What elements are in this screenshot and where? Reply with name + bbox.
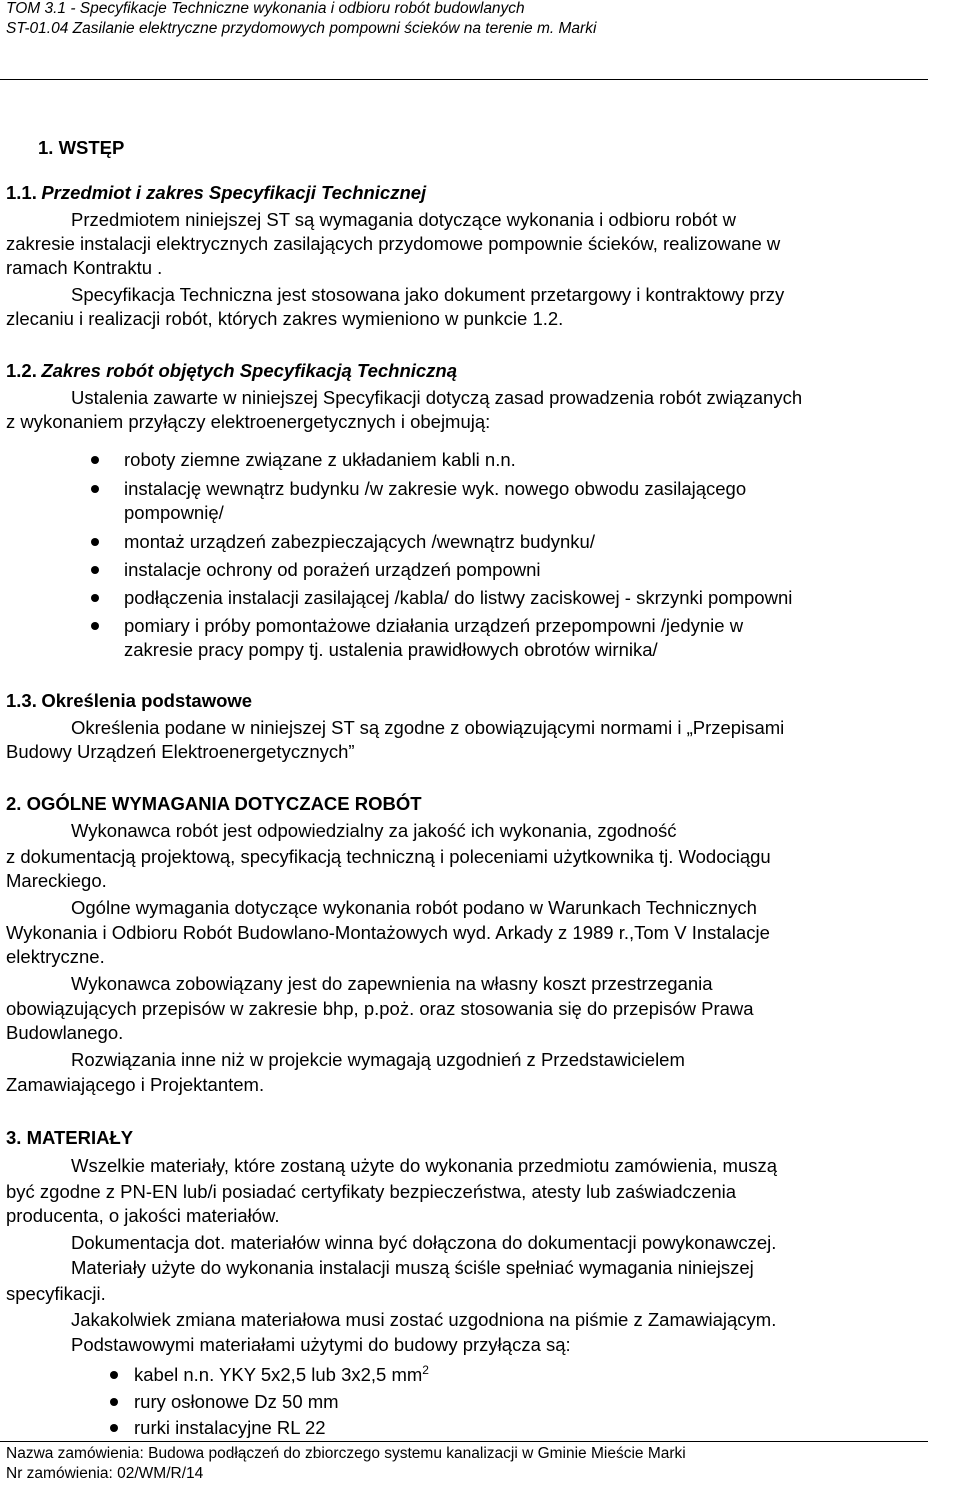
paragraph-line: Podstawowymi materiałami użytymi do budowy przyłącza są:	[71, 1334, 571, 1355]
bullet-icon	[110, 1371, 118, 1379]
paragraph-line: być zgodne z PN-EN lub/i posiadać certyfikaty bezpieczeństwa, atesty lub zaświadczenia	[6, 1181, 737, 1202]
paragraph-line: zakresie instalacji elektrycznych zasilających przydomowe pompownie ścieków, realizowane w	[6, 233, 781, 254]
footer-order-name: Nazwa zamówienia: Budowa podłączeń do zbiorczego systemu kanalizacji w Gminie Mieście Marki	[6, 1445, 686, 1462]
paragraph-line: Ustalenia zawarte w niniejszej Specyfikacji dotyczą zasad prowadzenia robót związanych	[71, 387, 803, 408]
paragraph-line: elektryczne.	[6, 946, 105, 967]
section-1-3-heading	[6, 690, 252, 712]
bullet-icon	[91, 594, 99, 602]
section-1-heading: 1. WSTĘP	[38, 137, 125, 158]
paragraph-line: Dokumentacja dot. materiałów winna być dołączona do dokumentacji powykonawczej.	[71, 1232, 777, 1253]
section-1-3-title: Określenia podstawowe	[41, 690, 253, 711]
list-item	[134, 1363, 429, 1386]
paragraph-line: Wykonawca robót jest odpowiedzialny za jakość ich wykonania, zgodność	[71, 820, 677, 841]
paragraph-line: ramach Kontraktu .	[6, 257, 163, 278]
paragraph-line: producenta, o jakości materiałów.	[6, 1205, 280, 1226]
section-1-1-title: Przedmiot i zakres Specyfikacji Technicznej	[41, 182, 427, 203]
paragraph-line: z dokumentacją projektową, specyfikacją techniczną i poleceniami użytkownika tj. Wodociągu	[6, 846, 771, 867]
list-item: podłączenia instalacji zasilającej /kabla/ do listwy zaciskowej - skrzynki pompowni	[124, 587, 793, 608]
list-item: pomiary i próby pomontażowe działania urządzeń przepompowni /jedynie w	[124, 615, 744, 636]
list-item: instalację wewnątrz budynku /w zakresie wyk. nowego obwodu zasilającego	[124, 478, 747, 499]
section-1-1-heading	[6, 182, 426, 204]
paragraph-line: z wykonaniem przyłączy elektroenergetycznych i obejmują:	[6, 411, 491, 432]
bullet-icon	[91, 566, 99, 574]
list-item: instalacje ochrony od porażeń urządzeń pompowni	[124, 559, 541, 580]
section-2-heading: 2. OGÓLNE WYMAGANIA DOTYCZACE ROBÓT	[6, 793, 422, 814]
paragraph-line: Ogólne wymagania dotyczące wykonania robót podano w Warunkach Technicznych	[71, 897, 757, 918]
footer-divider	[0, 1441, 928, 1442]
paragraph-line: zlecaniu i realizacji robót, których zakres wymieniono w punkcie 1.2.	[6, 308, 564, 329]
superscript: 2	[422, 1363, 429, 1377]
paragraph-line: Materiały użyte do wykonania instalacji muszą ściśle spełniać wymagania niniejszej	[71, 1257, 754, 1278]
header-subtitle: ST-01.04 Zasilanie elektryczne przydomowych pompowni ścieków na terenie m. Marki	[6, 20, 597, 37]
paragraph-line: obowiązujących przepisów w zakresie bhp, p.poż. oraz stosowania się do przepisów Prawa	[6, 998, 754, 1019]
header-divider	[0, 79, 928, 80]
paragraph-line: Wykonania i Odbioru Robót Budowlano-Montażowych wyd. Arkady z 1989 r.,Tom V Instalacje	[6, 922, 770, 943]
section-1-2-title: Zakres robót objętych Specyfikacją Techniczną	[41, 360, 458, 381]
section-1-3-number: 1.3.	[6, 690, 37, 711]
header-title: TOM 3.1 - Specyfikacje Techniczne wykonania i odbioru robót budowlanych	[6, 0, 525, 17]
paragraph-line: Jakakolwiek zmiana materiałowa musi zostać uzgodniona na piśmie z Zamawiającym.	[71, 1309, 777, 1330]
section-3-heading: 3. MATERIAŁY	[6, 1127, 134, 1148]
bullet-icon	[91, 622, 99, 630]
list-item-continuation: pompownię/	[124, 502, 224, 523]
list-item: montaż urządzeń zabezpieczających /wewnątrz budynku/	[124, 531, 595, 552]
paragraph-line: Mareckiego.	[6, 870, 107, 891]
paragraph-line: Specyfikacja Techniczna jest stosowana jako dokument przetargowy i kontraktowy przy	[71, 284, 785, 305]
bullet-icon	[91, 456, 99, 464]
list-item: roboty ziemne związane z układaniem kabli n.n.	[124, 449, 516, 470]
section-1-2-heading	[6, 360, 457, 382]
paragraph-line: Określenia podane w niniejszej ST są zgodne z obowiązującymi normami i „Przepisami	[71, 717, 785, 738]
bullet-icon	[91, 538, 99, 546]
paragraph-line: Wszelkie materiały, które zostaną użyte do wykonania przedmiotu zamówienia, muszą	[71, 1155, 778, 1176]
section-1-1-number: 1.1.	[6, 182, 37, 203]
bullet-icon	[110, 1398, 118, 1406]
bullet-icon	[91, 485, 99, 493]
paragraph-line: Przedmiotem niniejszej ST są wymagania dotyczące wykonania i odbioru robót w	[71, 209, 736, 230]
list-item: rury osłonowe Dz 50 mm	[134, 1391, 339, 1412]
list-item-text: kabel n.n. YKY 5x2,5 lub 3x2,5 mm	[134, 1364, 423, 1385]
paragraph-line: Budowy Urządzeń Elektroenergetycznych”	[6, 741, 355, 762]
paragraph-line: specyfikacji.	[6, 1283, 106, 1304]
paragraph-line: Rozwiązania inne niż w projekcie wymagają uzgodnień z Przedstawicielem	[71, 1049, 685, 1070]
paragraph-line: Zamawiającego i Projektantem.	[6, 1074, 265, 1095]
paragraph-line: Wykonawca zobowiązany jest do zapewnienia na własny koszt przestrzegania	[71, 973, 713, 994]
list-item: rurki instalacyjne RL 22	[134, 1417, 326, 1438]
bullet-icon	[110, 1424, 118, 1432]
paragraph-line: Budowlanego.	[6, 1022, 124, 1043]
list-item-continuation: zakresie pracy pompy tj. ustalenia prawidłowych obrotów wirnika/	[124, 639, 658, 660]
footer-order-number: Nr zamówienia: 02/WM/R/14	[6, 1465, 204, 1482]
section-1-2-number: 1.2.	[6, 360, 37, 381]
